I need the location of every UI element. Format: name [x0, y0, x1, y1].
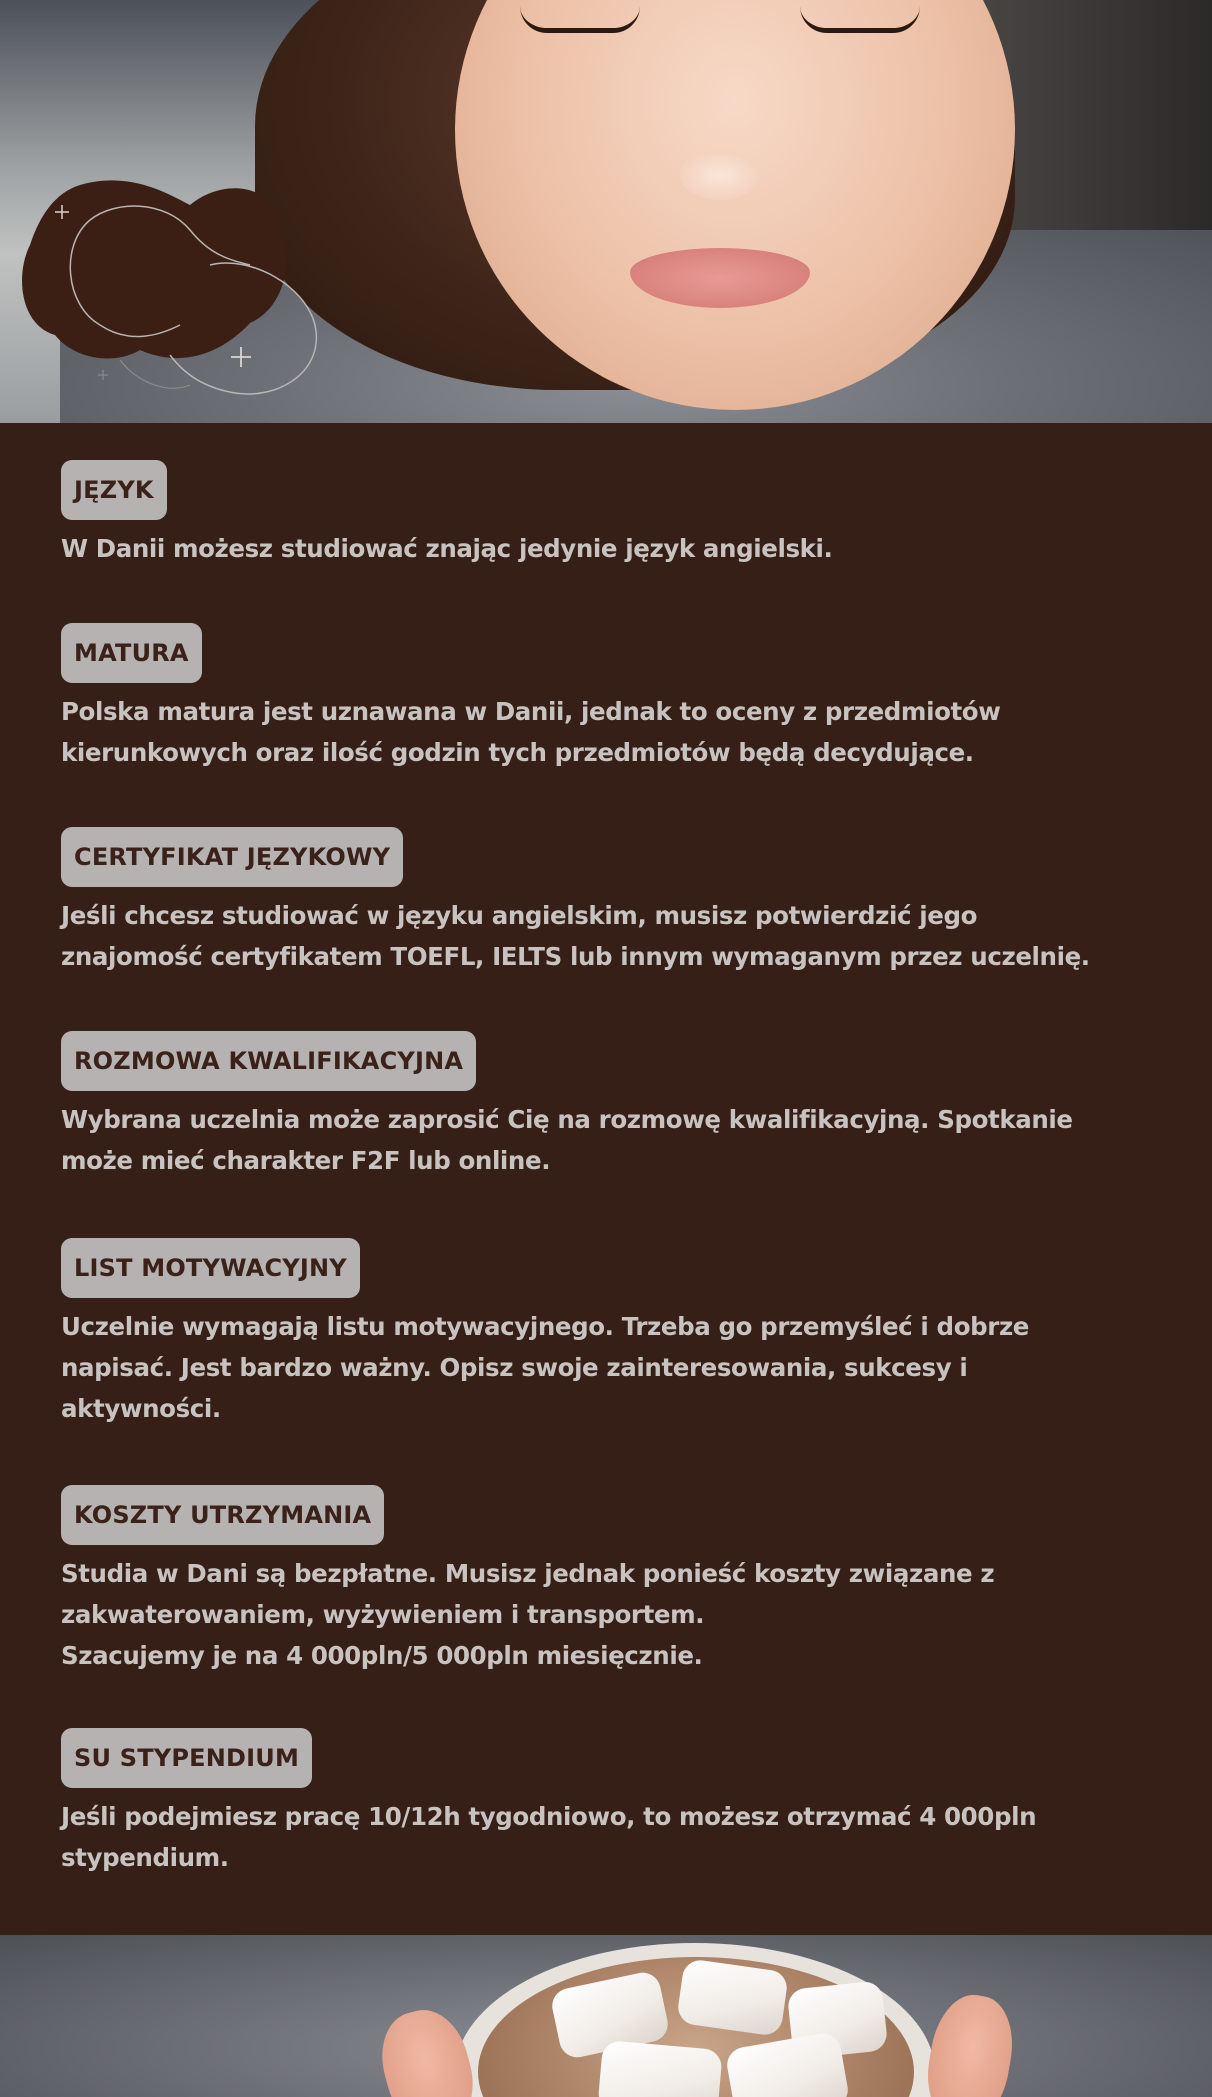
section-language [61, 460, 1161, 569]
section-text: Wybrana uczelnia może zaprosić Cię na rozmowę kwalifikacyjną. Spotkanie może mieć charakter F2F lub online. [61, 1105, 1073, 1175]
section-text: Uczelnie wymagają listu motywacyjnego. Trzeba go przemyśleć i dobrze napisać. Jest bardzo ważny. Opisz swoje zainteresowania, sukcesy i aktywności. [61, 1312, 1030, 1423]
hero-nose [680, 150, 760, 200]
hero-photo [0, 0, 1212, 423]
section-living-costs [61, 1485, 1161, 1676]
decorative-blob-icon [20, 175, 330, 405]
hero-left-eye [520, 6, 640, 33]
section-title: CERTYFIKAT JĘZYKOWY [61, 827, 403, 887]
section-title: ROZMOWA KWALIFIKACYJNA [61, 1031, 476, 1091]
section-text: Jeśli podejmiesz pracę 10/12h tygodniowo, to możesz otrzymać 4 000pln stypendium. [61, 1802, 1037, 1872]
right-hand [919, 1989, 1020, 2097]
section-text: Studia w Dani są bezpłatne. Musisz jednak ponieść koszty związane z zakwaterowaniem, wyżywieniem i transportem. Szacujemy je na 4 000pln/5 000pln miesięcznie. [61, 1559, 995, 1670]
section-text: Jeśli chcesz studiować w języku angielskim, musisz potwierdzić jego znajomość certyfikatem TOEFL, IELTS lub innym wymaganym przez uczelnię. [61, 901, 1090, 971]
hero-right-eye [800, 6, 920, 33]
section-language-certificate [61, 827, 1161, 977]
section-title: LIST MOTYWACYJNY [61, 1238, 360, 1298]
section-matura [61, 623, 1161, 773]
requirements-section [0, 423, 1212, 1935]
section-title: JĘZYK [61, 460, 167, 520]
section-title: MATURA [61, 623, 202, 683]
footer-photo [0, 1935, 1212, 2097]
section-su-scholarship [61, 1728, 1161, 1878]
section-title: SU STYPENDIUM [61, 1728, 312, 1788]
section-text: W Danii możesz studiować znając jedynie język angielski. [61, 534, 833, 563]
section-interview [61, 1031, 1161, 1181]
section-motivation-letter [61, 1238, 1161, 1429]
section-text: Polska matura jest uznawana w Danii, jednak to oceny z przedmiotów kierunkowych oraz ilość godzin tych przedmiotów będą decydujące. [61, 697, 1001, 767]
marshmallow [597, 2040, 723, 2097]
section-title: KOSZTY UTRZYMANIA [61, 1485, 384, 1545]
